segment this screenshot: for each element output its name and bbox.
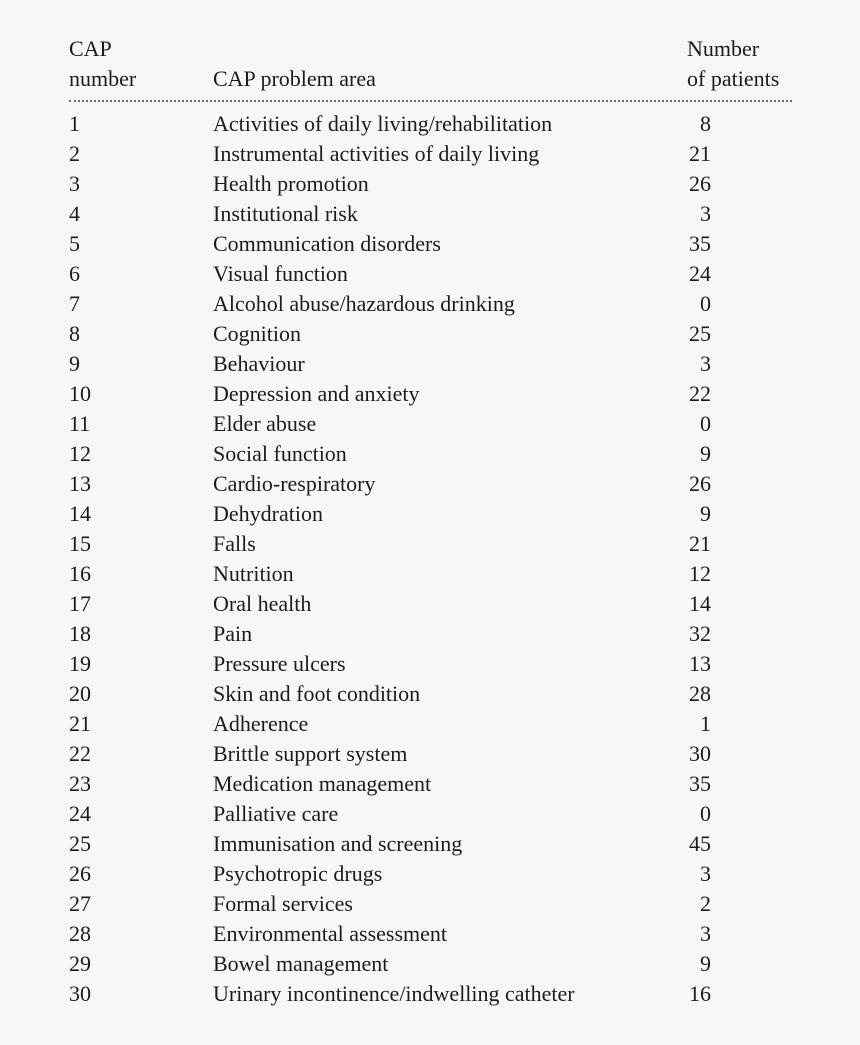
header-patients-line2: of patients [687,66,780,91]
problem-area-cell: Communication disorders [213,231,441,256]
table-row [69,259,793,289]
header-cap-number-line2: number [69,66,137,91]
problem-area-cell: Institutional risk [213,201,358,226]
patient-count-cell: 8 [700,111,711,136]
cap-number-cell: 3 [69,171,80,196]
cap-number-cell: 17 [69,591,91,616]
cap-number-cell: 13 [69,471,91,496]
cap-number-cell: 20 [69,681,91,706]
patient-count-cell: 26 [689,471,711,496]
table-row [69,889,793,919]
table-row [69,169,793,199]
cap-number-cell: 23 [69,771,91,796]
table-row [69,919,793,949]
problem-area-cell: Elder abuse [213,411,317,436]
table-row [69,559,793,589]
table-row [69,319,793,349]
header-patients-line1: Number [687,36,760,61]
patient-count-cell: 24 [689,261,711,286]
table-row [69,859,793,889]
table-header [69,34,793,96]
patient-count-cell: 26 [689,171,711,196]
cap-number-cell: 21 [69,711,91,736]
problem-area-cell: Urinary incontinence/indwelling catheter [213,981,575,1006]
cap-number-cell: 24 [69,801,91,826]
cap-number-cell: 16 [69,561,91,586]
table-row [69,469,793,499]
problem-area-cell: Alcohol abuse/hazardous drinking [213,291,515,316]
problem-area-cell: Nutrition [213,561,294,586]
problem-area-cell: Skin and foot condition [213,681,421,706]
patient-count-cell: 30 [689,741,711,766]
patient-count-cell: 3 [700,351,711,376]
table-row [69,229,793,259]
problem-area-cell: Social function [213,441,347,466]
table-row [69,799,793,829]
cap-number-cell: 6 [69,261,80,286]
cap-number-cell: 7 [69,291,80,316]
cap-number-cell: 4 [69,201,80,226]
patient-count-cell: 21 [689,531,711,556]
table-row [69,409,793,439]
cap-number-cell: 9 [69,351,80,376]
problem-area-cell: Bowel management [213,951,389,976]
patient-count-cell: 35 [689,771,711,796]
patient-count-cell: 12 [689,561,711,586]
cap-number-cell: 15 [69,531,91,556]
table-row [69,529,793,559]
patient-count-cell: 35 [689,231,711,256]
cap-number-cell: 29 [69,951,91,976]
problem-area-cell: Psychotropic drugs [213,861,383,886]
cap-number-cell: 10 [69,381,91,406]
patient-count-cell: 28 [689,681,711,706]
header-cap-number [69,34,189,94]
cap-number-cell: 1 [69,111,80,136]
table-row [69,589,793,619]
patient-count-cell: 13 [689,651,711,676]
problem-area-cell: Health promotion [213,171,369,196]
cap-number-cell: 28 [69,921,91,946]
patient-count-cell: 9 [700,951,711,976]
patient-count-cell: 2 [700,891,711,916]
patient-count-cell: 9 [700,441,711,466]
cap-number-cell: 18 [69,621,91,646]
cap-number-cell: 26 [69,861,91,886]
patient-count-cell: 3 [700,921,711,946]
patient-count-cell: 21 [689,141,711,166]
patient-count-cell: 25 [689,321,711,346]
table-row [69,199,793,229]
patient-count-cell: 45 [689,831,711,856]
cap-number-cell: 27 [69,891,91,916]
patient-count-cell: 32 [689,621,711,646]
table-row [69,499,793,529]
header-problem-area: CAP problem area [213,66,376,91]
problem-area-cell: Immunisation and screening [213,831,463,856]
patient-count-cell: 16 [689,981,711,1006]
header-number-of-patients [687,34,797,94]
table-row [69,439,793,469]
table-row [69,769,793,799]
cap-number-cell: 25 [69,831,91,856]
table-body [69,109,793,1009]
header-divider [69,100,792,102]
patient-count-cell: 3 [700,861,711,886]
table-row [69,379,793,409]
cap-number-cell: 11 [69,411,91,436]
table-row [69,649,793,679]
problem-area-cell: Palliative care [213,801,339,826]
problem-area-cell: Formal services [213,891,353,916]
patient-count-cell: 0 [700,411,711,436]
problem-area-cell: Pain [213,621,253,646]
problem-area-cell: Instrumental activities of daily living [213,141,540,166]
cap-number-cell: 19 [69,651,91,676]
table-row [69,619,793,649]
cap-number-cell: 8 [69,321,80,346]
cap-number-cell: 14 [69,501,91,526]
table-row [69,949,793,979]
table-row [69,139,793,169]
table-row [69,109,793,139]
patient-count-cell: 14 [689,591,711,616]
header-cap-number-line1: CAP [69,36,112,61]
problem-area-cell: Medication management [213,771,432,796]
cap-table [69,34,793,1009]
problem-area-cell: Pressure ulcers [213,651,346,676]
problem-area-cell: Activities of daily living/rehabilitation [213,111,553,136]
table-row [69,679,793,709]
table-row [69,979,793,1009]
table-row [69,289,793,319]
patient-count-cell: 9 [700,501,711,526]
problem-area-cell: Depression and anxiety [213,381,420,406]
table-row [69,709,793,739]
patient-count-cell: 0 [700,801,711,826]
table-row [69,349,793,379]
cap-number-cell: 2 [69,141,80,166]
patient-count-cell: 1 [700,711,711,736]
problem-area-cell: Behaviour [213,351,305,376]
problem-area-cell: Cardio-respiratory [213,471,376,496]
problem-area-cell: Brittle support system [213,741,408,766]
patient-count-cell: 0 [700,291,711,316]
cap-number-cell: 30 [69,981,91,1006]
problem-area-cell: Environmental assessment [213,921,448,946]
cap-number-cell: 5 [69,231,80,256]
problem-area-cell: Oral health [213,591,312,616]
patient-count-cell: 22 [689,381,711,406]
cap-number-cell: 12 [69,441,91,466]
cap-number-cell: 22 [69,741,91,766]
problem-area-cell: Adherence [213,711,309,736]
problem-area-cell: Dehydration [213,501,323,526]
table-row [69,739,793,769]
patient-count-cell: 3 [700,201,711,226]
table-row [69,829,793,859]
problem-area-cell: Cognition [213,321,302,346]
problem-area-cell: Visual function [213,261,348,286]
problem-area-cell: Falls [213,531,256,556]
